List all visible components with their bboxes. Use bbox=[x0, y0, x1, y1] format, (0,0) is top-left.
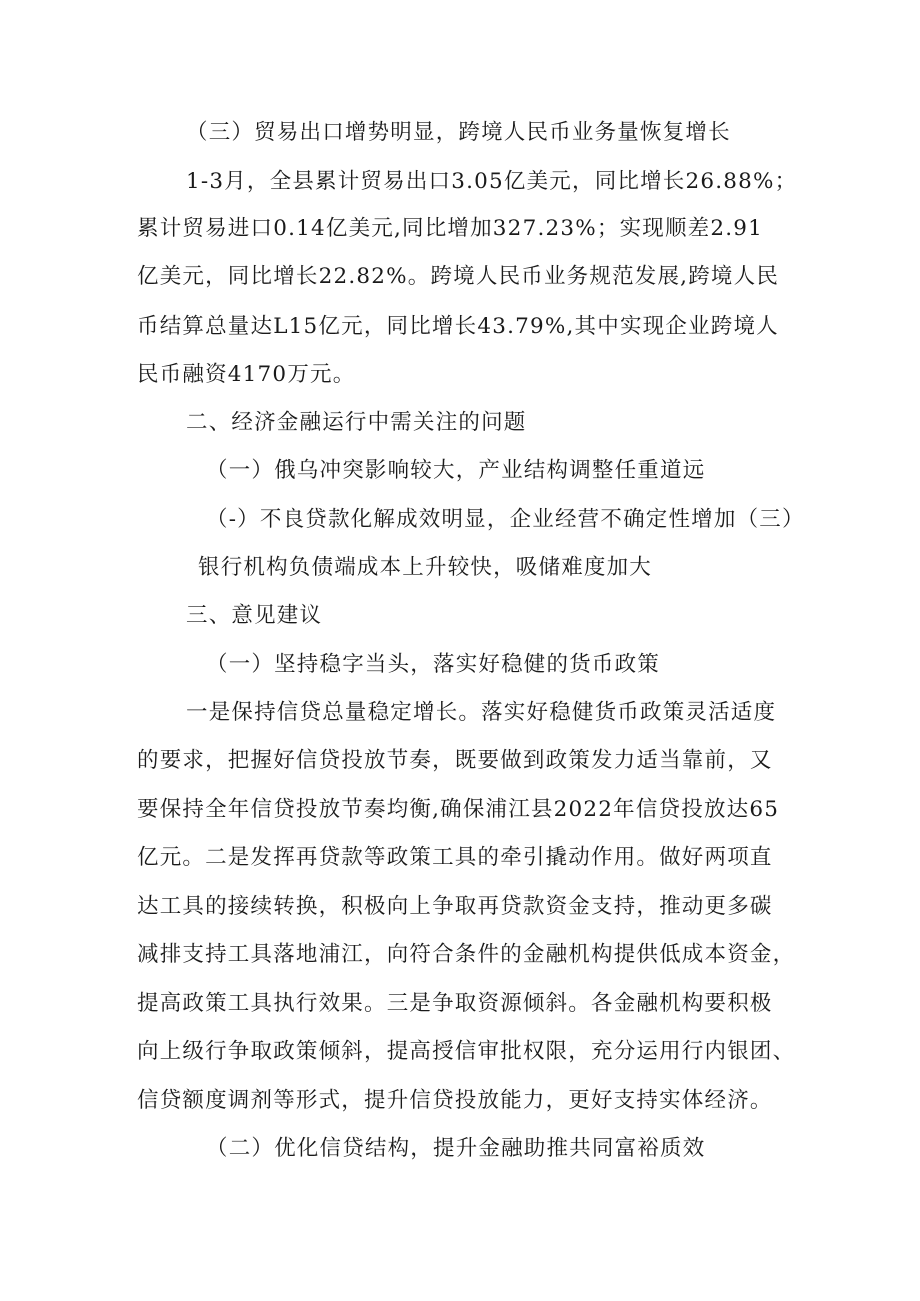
paragraph-line: 亿元。二是发挥再贷款等政策工具的牵引撬动作用。做好两项直 bbox=[137, 845, 773, 870]
subheading-line: 银行机构负债端成本上升较快，吸储难度加大 bbox=[198, 555, 653, 580]
paragraph-line: 提高政策工具执行效果。三是争取资源倾斜。各金融机构要积极 bbox=[137, 991, 773, 1016]
section-heading-issues: 二、经济金融运行中需关注的问题 bbox=[186, 410, 527, 435]
section-heading-trade: （三）贸易出口增势明显，跨境人民币业务量恢复增长 bbox=[186, 120, 731, 145]
paragraph-line: 1-3月，全县累计贸易出口3.05亿美元，同比增长26.88%； bbox=[186, 169, 798, 194]
paragraph-line: 达工具的接续转换，积极向上争取再贷款资金支持，推动更多碳 bbox=[137, 894, 773, 919]
paragraph-line: 累计贸易进口0.14亿美元,同比增加327.23%；实现顺差2.91 bbox=[137, 216, 764, 241]
subheading-line: （二）优化信贷结构，提升金融助推共同富裕质效 bbox=[206, 1136, 706, 1161]
paragraph-line: 减排支持工具落地浦江，向符合条件的金融机构提供低成本资金， bbox=[137, 942, 796, 967]
paragraph-line: 一是保持信贷总量稳定增长。落实好稳健货币政策灵活适度 bbox=[186, 700, 777, 725]
section-heading-suggestions: 三、意见建议 bbox=[186, 603, 323, 628]
paragraph-line: 亿美元，同比增长22.82%。跨境人民币业务规范发展,跨境人民 bbox=[137, 264, 780, 289]
paragraph-line: 要保持全年信贷投放节奏均衡,确保浦江县2022年信贷投放达65 bbox=[137, 797, 780, 822]
subheading-line: （一）坚持稳字当头，落实好稳健的货币政策 bbox=[206, 652, 661, 677]
paragraph-line: 的要求，把握好信贷投放节奏，既要做到政策发力适当靠前，又 bbox=[137, 748, 773, 773]
paragraph-line: 币结算总量达L15亿元，同比增长43.79%,其中实现企业跨境人 bbox=[137, 314, 779, 339]
subheading-line: （-）不良贷款化解成效明显，企业经营不确定性增加（三） bbox=[206, 507, 805, 532]
paragraph-line: 向上级行争取政策倾斜，提高授信审批权限，充分运用行内银团、 bbox=[137, 1039, 796, 1064]
paragraph-line: 民币融资4170万元。 bbox=[137, 362, 356, 387]
subheading-line: （一）俄乌冲突影响较大，产业结构调整任重道远 bbox=[206, 458, 706, 483]
paragraph-line: 信贷额度调剂等形式，提升信贷投放能力，更好支持实体经济。 bbox=[137, 1088, 773, 1113]
